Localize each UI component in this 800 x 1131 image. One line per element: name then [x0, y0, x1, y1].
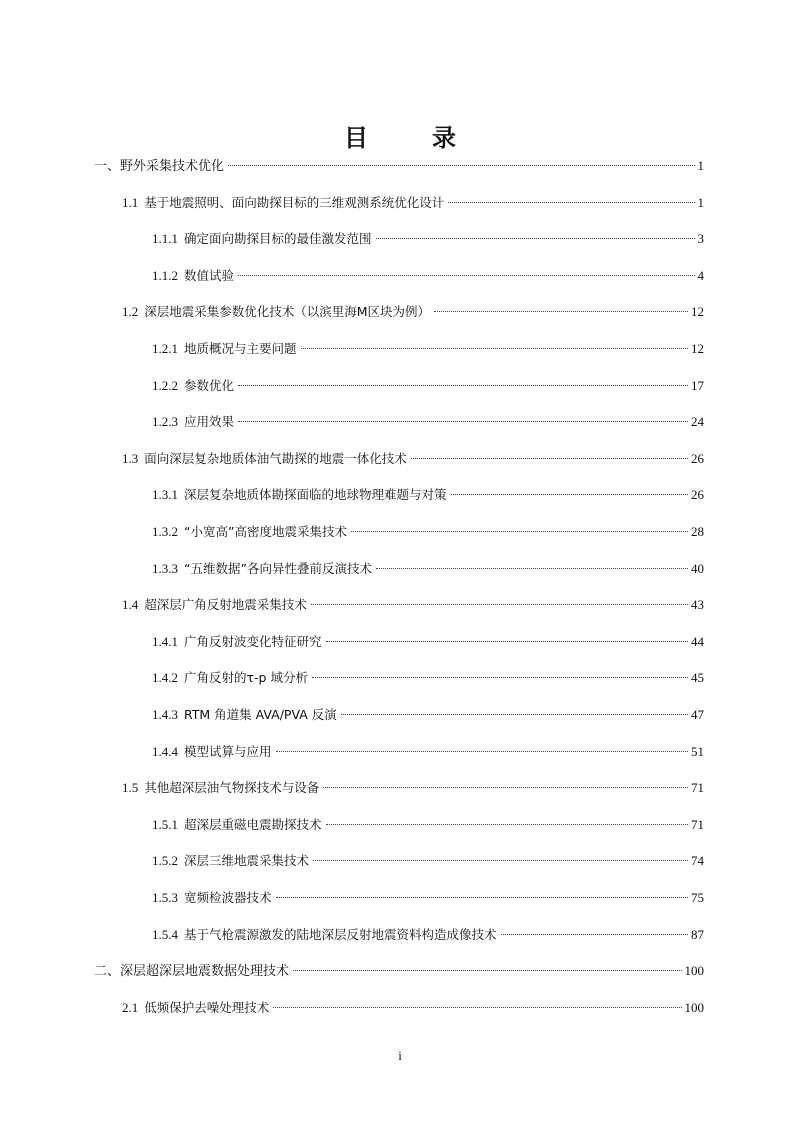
toc-dot-leader: [411, 458, 688, 459]
toc-entry-title: 广角反射波变化特征研究: [184, 633, 322, 649]
toc-dot-leader: [238, 385, 688, 386]
toc-dot-leader: [326, 824, 688, 825]
toc-entry[interactable]: [152, 923, 704, 947]
toc-entry-page: 12: [691, 304, 704, 320]
toc-entry-title: 面向深层复杂地质体油气勘探的地震一体化技术: [144, 450, 407, 466]
toc-entry-page: 12: [691, 341, 704, 356]
toc-entry-page: 47: [691, 707, 704, 722]
toc-entry-number: 1.4.4: [152, 743, 178, 759]
toc-entry-number: 1.1.1: [152, 231, 178, 247]
toc-dot-leader: [448, 202, 694, 203]
toc-entry-page: 40: [691, 560, 704, 576]
toc-entry-page: 100: [684, 963, 704, 979]
toc-entry[interactable]: [152, 337, 704, 361]
toc-entry-title: 超深层重磁电震勘探技术: [184, 816, 322, 832]
toc-entry-title: 基于气枪震源激发的陆地深层反射地震资料构造成像技术: [184, 926, 497, 942]
toc-entry-title: 参数优化: [184, 377, 235, 393]
toc-entry[interactable]: [122, 191, 704, 215]
toc-entry-title: 低频保护去噪处理技术: [144, 999, 270, 1015]
toc-entry-number: 1.4: [122, 597, 139, 613]
toc-entry-title: 确定面向勘探目标的最佳激发范围: [184, 231, 372, 247]
toc-entry-number: 1.4.1: [152, 633, 178, 649]
toc-entry-number: 1.1.2: [152, 267, 178, 283]
toc-entry-number: 1.5.2: [152, 853, 178, 869]
toc-entry-page: 100: [684, 999, 704, 1015]
toc-entry-title: 二、深层超深层地震数据处理技术: [94, 964, 290, 980]
toc-entry[interactable]: [94, 154, 704, 178]
toc-dot-leader: [311, 604, 688, 605]
toc-dot-leader: [301, 348, 688, 349]
toc-dot-leader: [293, 970, 681, 971]
toc-dot-leader: [341, 714, 688, 715]
toc-entry[interactable]: [152, 849, 704, 873]
toc-entry-title: “小宽高”高密度地震采集技术: [184, 524, 347, 539]
toc-entry-page: 17: [691, 377, 704, 393]
toc-entry-number: 1.3: [122, 450, 139, 466]
toc-entry[interactable]: [152, 227, 704, 251]
toc-entry-number: 1.5.3: [152, 890, 178, 905]
page-title: 目 录: [344, 124, 476, 152]
toc-entry[interactable]: [122, 996, 704, 1020]
toc-entry[interactable]: [122, 776, 704, 800]
toc-entry[interactable]: [152, 520, 704, 544]
toc-entry-title: 超深层广角反射地震采集技术: [144, 597, 307, 613]
toc-entry-title: 模型试算与应用: [184, 743, 272, 759]
toc-dot-leader: [312, 677, 688, 678]
toc-entry[interactable]: [152, 630, 704, 654]
toc-entry-page: 75: [691, 890, 704, 905]
toc-entry-title: 广角反射的τ-p 域分析: [184, 670, 308, 686]
toc-entry-title: 深层地震采集参数优化技术（以滨里海M区块为例）: [144, 304, 431, 320]
toc-entry-page: 24: [691, 414, 704, 430]
toc-entry-number: 1.2.2: [152, 377, 178, 393]
toc-dot-leader: [228, 165, 694, 166]
toc-entry[interactable]: [152, 703, 704, 727]
toc-entry-number: 2.1: [122, 999, 139, 1015]
toc-dot-leader: [276, 751, 688, 752]
toc-entry-title: 深层复杂地质体勘探面临的地球物理难题与对策: [184, 487, 447, 503]
toc-entry-number: 1.4.3: [152, 707, 178, 722]
toc-dot-leader: [276, 897, 688, 898]
toc-entry-title: 一、野外采集技术优化: [94, 159, 225, 174]
toc-entry[interactable]: [122, 447, 704, 471]
toc-entry[interactable]: [152, 813, 704, 837]
toc-entry-title: 深层三维地震采集技术: [184, 853, 310, 869]
toc-entry-page: 51: [691, 743, 704, 759]
toc-entry-page: 43: [691, 597, 704, 613]
toc-entry-page: 45: [691, 670, 704, 686]
toc-entry-page: 4: [697, 267, 704, 283]
toc-entry-number: 1.1: [122, 194, 139, 210]
toc-entry-number: 1.3.3: [152, 560, 178, 576]
toc-entry-page: 71: [691, 816, 704, 832]
toc-dot-leader: [376, 238, 695, 239]
toc-entry-number: 1.3.1: [152, 487, 178, 503]
page-number: i: [398, 1048, 402, 1063]
toc-entry-page: 87: [691, 926, 704, 942]
toc-dot-leader: [326, 641, 688, 642]
toc-entry-number: 1.4.2: [152, 670, 178, 686]
toc-entry-page: 44: [691, 633, 704, 649]
toc-dot-leader: [238, 275, 694, 276]
toc-entry-page: 71: [691, 780, 704, 796]
toc-entry-title: “五维数据”各向异性叠前反演技术: [184, 560, 372, 576]
toc-entry-title: 宽频检波器技术: [184, 890, 272, 905]
toc-dot-leader: [273, 1007, 681, 1008]
toc-entry-title: 应用效果: [184, 414, 235, 430]
toc-dot-leader: [376, 568, 688, 569]
toc-entry-title: 基于地震照明、面向勘探目标的三维观测系统优化设计: [144, 194, 445, 210]
toc-entry[interactable]: [152, 483, 704, 507]
toc-entry[interactable]: [122, 593, 704, 617]
toc-entry-number: 1.2: [122, 304, 139, 320]
toc-dot-leader: [501, 934, 688, 935]
toc-dot-leader: [313, 860, 688, 861]
toc-entry-page: 1: [697, 194, 704, 210]
toc-entry[interactable]: [152, 666, 704, 690]
toc-entry-page: 28: [691, 524, 704, 539]
toc-entry-page: 26: [691, 450, 704, 466]
toc-entry-number: 1.2.3: [152, 414, 178, 430]
toc-dot-leader: [238, 421, 688, 422]
toc-entry-title: 数值试验: [184, 267, 235, 283]
toc-dot-leader: [434, 311, 688, 312]
toc-entry[interactable]: [152, 557, 704, 581]
toc-entry-number: 1.5: [122, 780, 139, 796]
toc-entry-title: RTM 角道集 AVA/PVA 反演: [184, 707, 337, 722]
toc-entry-number: 1.2.1: [152, 341, 178, 356]
toc-dot-leader: [323, 787, 688, 788]
toc-entry-page: 1: [697, 158, 704, 173]
toc-entry-page: 74: [691, 853, 704, 869]
toc-dot-leader: [451, 494, 688, 495]
toc-entry-title: 地质概况与主要问题: [184, 341, 297, 356]
toc-entry-page: 3: [697, 231, 704, 247]
toc-entry-number: 1.5.4: [152, 926, 178, 942]
toc-dot-leader: [351, 531, 688, 532]
toc-entry-page: 26: [691, 487, 704, 503]
toc-entry[interactable]: [94, 959, 704, 983]
toc-entry[interactable]: [122, 300, 704, 324]
toc-entry-title: 其他超深层油气物探技术与设备: [144, 780, 320, 796]
toc-entry[interactable]: [152, 410, 704, 434]
toc-entry-number: 1.5.1: [152, 816, 178, 832]
toc-entry[interactable]: [152, 740, 704, 764]
toc-entry-number: 1.3.2: [152, 524, 178, 539]
toc-entry[interactable]: [152, 374, 704, 398]
toc-entry[interactable]: [152, 886, 704, 910]
toc-entry[interactable]: [152, 264, 704, 288]
